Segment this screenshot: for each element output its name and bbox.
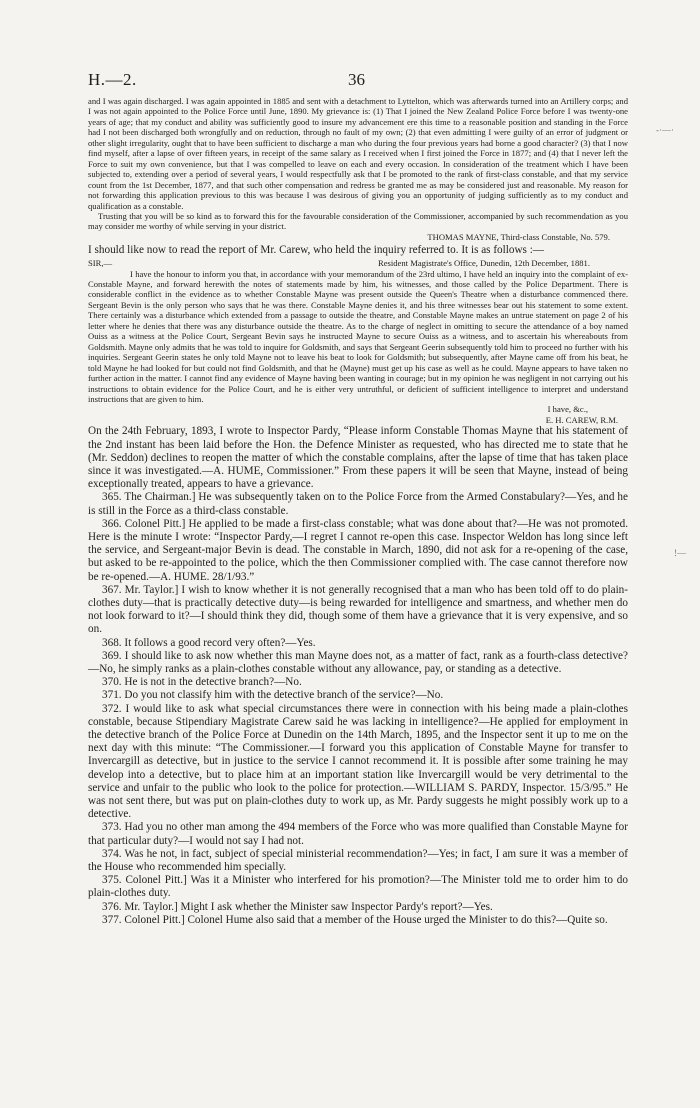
- evidence-question: 375. Colonel Pitt.] Was it a Minister who interfered for his promotion?—The Minister told me to order him to do plain-clothes duty.: [88, 874, 628, 900]
- report-signature: E. H. CAREW, R.M.: [545, 414, 618, 425]
- page-number: 36: [348, 70, 365, 89]
- report-heading: [88, 258, 628, 269]
- page-header: [88, 70, 628, 96]
- evidence-question: 367. Mr. Taylor.] I wish to know whether it is not generally recognised that a man who has been told off to do plain-clothes duty—that is practically detective duty—is being rewarded for intelligence and smartness, and whether men do not look forward to it?—I should think they did, though some of them have a grievance that it is very expensive, and so on.: [88, 583, 628, 636]
- report-body: I have the honour to inform you that, in accordance with your memorandum of the 23rd ultimo, I have held an inquiry into the complaint of ex-Constable Mayne, and forward herewith the notes of statements made by him, his witnesses, and those called by the Police Department. There is considerable conflict in the evidence as to whether Constable Mayne was present outside the Queen's Theatre when a disturbance commenced there. Sergeant Bevin is the only person who says that he was there. Constable Mayne denies it, and his three witnesses bear out his statement to some extent. There certainly was a disturbance which extended from a passage to outside the theatre, and Constable Mayne makes an untrue statement on page 2 of his letter where he denies that there was any disturbance outside the theatre. As to the charge of neglect in omitting to secure the attendance of a boy named Ouiss as a witness at the Police Court, Sergeant Bevin says he instructed Mayne to secure Ouiss as a witness, and to ascertain his whereabouts from Goldsmith. Mayne only admits that he was told to inquire for Goldsmith, and says that Sergeant Geerin subsequently told him to proceed no further with his inquiries. Sergeant Geerin states he only told Mayne not to leave his beat to look for Goldsmith; but subsequently, after Mayne came off from his beat, he told Mayne he had looked for but could not find Goldsmith, and that he (Mayne) must get up his case as well as he could. Mayne appears to have taken no further action in the matter. I cannot find any evidence of Mayne having been wanting in courage; but in my opinion he was negligent in not carrying out his instructions to obtain evidence for the Police Court, and he is either very untruthful, or deficient of sufficient intelligence to interpret and understand instructions that are given to him.: [88, 268, 628, 404]
- report-closing: I have, &c.,: [547, 404, 588, 415]
- evidence-question: 370. He is not in the detective branch?—No.: [102, 676, 302, 689]
- report-office: Resident Magistrate's Office, Dunedin, 12th December, 1881.: [377, 257, 590, 268]
- document-page: [88, 70, 628, 927]
- intro-text: I should like now to read the report of Mr. Carew, who held the inquiry referred to. It is as follows :—: [88, 244, 544, 257]
- evidence-question: 368. It follows a good record very often?—Yes.: [102, 636, 316, 649]
- letter-paragraph: Trusting that you will be so kind as to forward this for the favourable consideration of the Commissioner, accompanied by such recommendation as you may consider me worthy of while serving in your district.: [88, 210, 628, 232]
- margin-mark: !—: [674, 548, 686, 558]
- evidence-question: 371. Do you not classify him with the detective branch of the service?—No.: [102, 689, 444, 702]
- evidence-question: 366. Colonel Pitt.] He applied to be made a first-class constable; what was done about that?—He was not promoted. Here is the minute I wrote: “Inspector Pardy,—I regret I cannot re-open this case. Inspector Weldon has long since left the service, and Sergeant-major Bevin is dead. The constable in March, 1890, did not ask for a re-opening of the case, but asked to be re-appointed to the police, which the then Commissioner complied with. The case cannot therefore now be re-opened.—A. HUME. 28/1/93.”: [88, 517, 628, 583]
- letter-paragraph: and I was again discharged. I was again appointed in 1885 and sent with a detachment to Lyttelton, which was afterwards turned into an Artillery corps; and I was not again appointed to the Police Force until June, 1890. My grievance is: (1) That I joined the New Zealand Police Force before I was twenty-one years of age; that my conduct and ability was sufficiently good to insure my advancement ere this time to a reasonable position and standing in the Force had I not been discharged both wrongfully and on reduction, through no fault of my own; (2) that even admitting I were guilty of an error of judgment or other slight irregularity, ought that to have been sufficient to discharge a man who during the four previous years had borne a good character? (3) that I now find myself, after a lapse of over fifteen years, in receipt of the same salary as I received when I first joined the Force in 1877; and (4) that I never left the Force to suit my own convenience, but that I was compelled to leave on each and every occasion. In consideration of the treatment which I have been subjected to, extending over a period of several years, I would respectfully ask that I be promoted to the rank of first-class constable, and that my service count from the 1st December, 1877, and that such other compensation and redress be granted me as may be considered just and reasonable. My reason for not forwarding this application previous to this was because I was desirous of giving you an opportunity of judging sufficiently as to my conduct and qualification as a constable.: [88, 96, 628, 211]
- report-salutation: SIR,—: [88, 257, 113, 268]
- letter-signature: THOMAS MAYNE, Third-class Constable, No. 579.: [427, 231, 610, 242]
- margin-mark: -·—·: [656, 125, 674, 135]
- document-reference: H.—2.: [88, 70, 137, 89]
- evidence-question: 374. Was he not, in fact, subject of special ministerial recommendation?—Yes; in fact, I am sure it was a member of the House who recommended him specially.: [88, 847, 628, 874]
- evidence-question: 372. I would like to ask what special circumstances there were in connection with his being made a plain-clothes constable, because Stipendiary Magistrate Carew said he was lacking in intelligence?—He applied for employment in the detective branch of the Police Force at Dunedin on the 14th March, 1895, and the Inspector sent it up to me on the next day with this minute: “The Commissioner.—I forward you this application of Constable Mayne for transfer to Invercargill as detective, but in justice to the service I cannot recommend it. It is possible after some training he may develop into a detective, but to place him at an important station like Invercargill would be very detrimental to the service and unfair to the public who look to the police for protection.—WILLIAM S. PARDY, Inspector. 15/3/95.” He was not sent there, but was put on plain-clothes duty to work up, as Mr. Pardy suggests he might possibly work up to a detective.: [88, 702, 628, 821]
- evidence-question: 365. The Chairman.] He was subsequently taken on to the Police Force from the Armed Constabulary?—Yes, and he is still in the Force as a third-class constable.: [88, 491, 628, 517]
- evidence-question: 377. Colonel Pitt.] Colonel Hume also said that a member of the House urged the Minister to do this?—Quite so.: [102, 913, 608, 926]
- main-paragraph: On the 24th February, 1893, I wrote to Inspector Pardy, “Please inform Constable Thomas Mayne that his statement of the 2nd instant has been laid before the Hon. the Defence Minister as requested, who has directed me to state that he (Mr. Seddon) declines to reopen the matter of which the constable complains, after the lapse of time that has taken place since it was investigated.—A. HUME, Commissioner.” From these papers it will be seen that Mayne, instead of being exceptionally treated, appears to have a grievance.: [88, 425, 628, 491]
- evidence-question: 373. Had you no other man among the 494 members of the Force who was more qualified than Constable Mayne for that particular duty?—I would not say I had not.: [88, 821, 628, 847]
- evidence-question: 376. Mr. Taylor.] Might I ask whether the Minister saw Inspector Pardy's report?—Yes.: [102, 900, 493, 913]
- evidence-question: 369. I should like to ask now whether this man Mayne does not, as a matter of fact, rank as a fourth-class detective?—No, he simply ranks as a plain-clothes constable without any allowance, pay, or standing as a detective.: [88, 649, 628, 675]
